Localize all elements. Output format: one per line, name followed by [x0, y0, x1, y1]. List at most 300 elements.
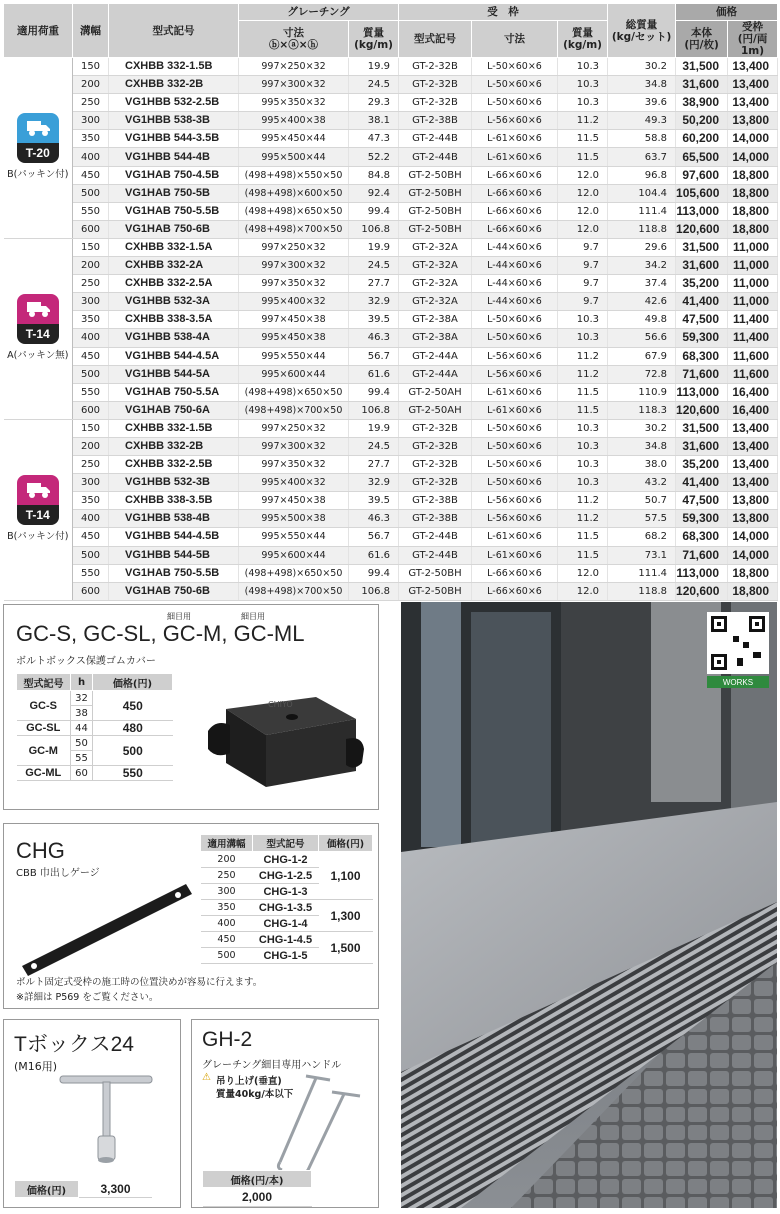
cell-price-body: 71,600 [676, 546, 728, 564]
cell-frame-mass: 10.3 [558, 58, 608, 76]
cell-width: 500 [73, 365, 109, 383]
cell-frame-mass: 10.3 [558, 437, 608, 455]
cell-frame-dim: L-61×60×6 [472, 528, 558, 546]
cell-grating-dim: 997×350×32 [239, 456, 349, 474]
cell-price-frame: 14,000 [728, 546, 778, 564]
table-row [4, 492, 778, 510]
cell-price-frame: 18,800 [728, 184, 778, 202]
cell-price-frame: 14,000 [728, 528, 778, 546]
cell-frame-model: GT-2-50BH [399, 184, 472, 202]
cell-model: CXHBB 332-2B [109, 437, 239, 455]
gc-head-price: 価格(円) [93, 674, 173, 691]
installation-photo [401, 602, 777, 1208]
cell-total-mass: 118.8 [608, 582, 676, 600]
cell-frame-dim: L-50×60×6 [472, 419, 558, 437]
cell-price-frame: 11,400 [728, 329, 778, 347]
cell-width: 250 [73, 275, 109, 293]
cell-model: CXHBB 338-3.5A [109, 311, 239, 329]
cell-total-mass: 34.2 [608, 257, 676, 275]
cell-price-body: 41,400 [676, 474, 728, 492]
cell-price-frame: 18,800 [728, 166, 778, 184]
cell-model: VG1HAB 750-5.5B [109, 202, 239, 220]
cell-grating-mass: 27.7 [349, 456, 399, 474]
gc-h: 38 [71, 706, 93, 721]
cell-model: CXHBB 332-2.5B [109, 456, 239, 474]
tbox-price-label: 価格(円) [15, 1181, 79, 1198]
cell-grating-mass: 106.8 [349, 401, 399, 419]
cell-width: 200 [73, 437, 109, 455]
cell-model: VG1HBB 544-4B [109, 148, 239, 166]
cell-grating-mass: 29.3 [349, 94, 399, 112]
cell-grating-mass: 46.3 [349, 329, 399, 347]
col-load: 適用荷重 [4, 4, 73, 58]
table-row [4, 419, 778, 437]
cell-width: 450 [73, 347, 109, 365]
cell-frame-dim: L-66×60×6 [472, 202, 558, 220]
cell-total-mass: 29.6 [608, 238, 676, 256]
cell-model: CXHBB 332-2B [109, 76, 239, 94]
cell-price-frame: 13,400 [728, 76, 778, 94]
cell-total-mass: 49.8 [608, 311, 676, 329]
cell-model: VG1HBB 532-2.5B [109, 94, 239, 112]
cell-model: CXHBB 332-1.5B [109, 419, 239, 437]
installation-scene [401, 602, 777, 1208]
cell-total-mass: 104.4 [608, 184, 676, 202]
tbox-subtitle: (M16用) [14, 1060, 58, 1073]
cell-price-frame: 11,000 [728, 275, 778, 293]
col-grating-mass: 質量 (kg/m) [349, 21, 399, 58]
col-frame-mass: 質量 (kg/m) [558, 21, 608, 58]
fine-note-2: 細目用 [241, 612, 265, 621]
cell-grating-mass: 56.7 [349, 528, 399, 546]
chg-model: CHG-1-3 [253, 884, 319, 900]
cell-width: 450 [73, 528, 109, 546]
cell-price-frame: 13,400 [728, 474, 778, 492]
table-row [4, 546, 778, 564]
cell-price-frame: 18,800 [728, 564, 778, 582]
cell-frame-mass: 11.2 [558, 347, 608, 365]
cell-frame-dim: L-66×60×6 [472, 220, 558, 238]
load-badge [17, 475, 59, 525]
cell-frame-dim: L-66×60×6 [472, 184, 558, 202]
cell-price-frame: 13,400 [728, 94, 778, 112]
cell-frame-model: GT-2-44A [399, 365, 472, 383]
cell-width: 300 [73, 112, 109, 130]
cell-frame-dim: L-50×60×6 [472, 474, 558, 492]
cell-grating-mass: 38.1 [349, 112, 399, 130]
table-row [4, 275, 778, 293]
gc-head-h: h [71, 674, 93, 691]
cell-grating-dim: 995×600×44 [239, 365, 349, 383]
cell-grating-dim: 995×550×44 [239, 528, 349, 546]
cell-frame-model: GT-2-32B [399, 76, 472, 94]
table-row [4, 112, 778, 130]
chg-width: 300 [201, 884, 253, 900]
cell-grating-mass: 27.7 [349, 275, 399, 293]
cell-model: VG1HAB 750-6B [109, 582, 239, 600]
table-row [4, 220, 778, 238]
cell-model: VG1HAB 750-5.5B [109, 564, 239, 582]
tbox-title: Tボックス24 [14, 1033, 134, 1056]
table-row [4, 582, 778, 600]
cell-model: VG1HBB 538-4B [109, 510, 239, 528]
cell-price-body: 31,600 [676, 257, 728, 275]
cell-width: 450 [73, 166, 109, 184]
price-table [3, 3, 778, 601]
gh2-title: GH-2 [202, 1028, 253, 1051]
cell-frame-model: GT-2-32B [399, 456, 472, 474]
chg-width: 450 [201, 932, 253, 948]
cell-width: 150 [73, 58, 109, 76]
table-row [4, 365, 778, 383]
cell-price-body: 47,500 [676, 492, 728, 510]
cell-model: CXHBB 332-1.5A [109, 238, 239, 256]
cell-total-mass: 39.6 [608, 94, 676, 112]
cell-width: 500 [73, 184, 109, 202]
cell-frame-mass: 10.3 [558, 94, 608, 112]
cell-grating-dim: 995×550×44 [239, 347, 349, 365]
cell-width: 250 [73, 456, 109, 474]
cell-frame-dim: L-66×60×6 [472, 564, 558, 582]
chg-price: 1,300 [319, 900, 373, 932]
load-class-cell [4, 58, 73, 239]
cell-frame-dim: L-50×60×6 [472, 76, 558, 94]
table-row [4, 94, 778, 112]
cell-price-frame: 13,400 [728, 58, 778, 76]
cell-price-body: 41,400 [676, 293, 728, 311]
cell-grating-dim: 997×350×32 [239, 275, 349, 293]
cell-grating-dim: 997×450×38 [239, 492, 349, 510]
cell-total-mass: 110.9 [608, 383, 676, 401]
cell-grating-mass: 99.4 [349, 564, 399, 582]
cell-total-mass: 34.8 [608, 76, 676, 94]
cell-model: VG1HAB 750-5B [109, 184, 239, 202]
cell-total-mass: 118.8 [608, 220, 676, 238]
cell-total-mass: 56.6 [608, 329, 676, 347]
cell-frame-dim: L-61×60×6 [472, 546, 558, 564]
cell-price-frame: 16,400 [728, 401, 778, 419]
cell-total-mass: 58.8 [608, 130, 676, 148]
table-row [4, 58, 778, 76]
col-total-mass: 総質量 (kg/セット) [608, 4, 676, 58]
tbox-price: 3,300 [79, 1181, 153, 1198]
cell-frame-dim: L-56×60×6 [472, 510, 558, 528]
col-frame-dim: 寸法 [472, 21, 558, 58]
cell-grating-mass: 19.9 [349, 238, 399, 256]
cell-grating-mass: 84.8 [349, 166, 399, 184]
cell-price-frame: 18,800 [728, 220, 778, 238]
cell-frame-mass: 11.5 [558, 383, 608, 401]
chg-head-width: 適用溝幅 [201, 835, 253, 852]
cell-frame-model: GT-2-32B [399, 474, 472, 492]
cell-frame-dim: L-66×60×6 [472, 582, 558, 600]
gc-price: 500 [93, 736, 173, 766]
cell-frame-dim: L-50×60×6 [472, 58, 558, 76]
cell-grating-dim: 995×450×38 [239, 329, 349, 347]
cell-frame-dim: L-56×60×6 [472, 365, 558, 383]
cell-total-mass: 42.6 [608, 293, 676, 311]
cell-frame-mass: 9.7 [558, 238, 608, 256]
cell-width: 350 [73, 492, 109, 510]
cell-price-body: 113,000 [676, 383, 728, 401]
cell-grating-mass: 52.2 [349, 148, 399, 166]
cell-width: 400 [73, 329, 109, 347]
gc-model: GC-S [17, 691, 71, 721]
cell-model: CXHBB 332-2.5A [109, 275, 239, 293]
cell-frame-mass: 11.5 [558, 546, 608, 564]
cell-model: VG1HAB 750-4.5B [109, 166, 239, 184]
cell-frame-model: GT-2-44B [399, 528, 472, 546]
chg-model: CHG-1-2.5 [253, 868, 319, 884]
gh2-warn-1: 吊り上げ(垂直) [216, 1076, 282, 1087]
cell-price-frame: 18,800 [728, 202, 778, 220]
cell-model: VG1HBB 544-4.5B [109, 528, 239, 546]
cell-width: 350 [73, 130, 109, 148]
cell-total-mass: 50.7 [608, 492, 676, 510]
cell-frame-model: GT-2-44B [399, 546, 472, 564]
cell-frame-model: GT-2-38B [399, 510, 472, 528]
cell-grating-mass: 24.5 [349, 76, 399, 94]
gh2-warn-2: 質量40kg/本以下 [216, 1089, 294, 1100]
cell-price-body: 47,500 [676, 311, 728, 329]
cell-frame-model: GT-2-44B [399, 130, 472, 148]
cell-grating-mass: 106.8 [349, 220, 399, 238]
cell-total-mass: 43.2 [608, 474, 676, 492]
cell-model: VG1HAB 750-5.5A [109, 383, 239, 401]
cell-frame-mass: 11.5 [558, 401, 608, 419]
table-row [4, 528, 778, 546]
warning-icon: ⚠ [202, 1072, 211, 1083]
cell-price-body: 31,600 [676, 437, 728, 455]
gc-model: GC-M [17, 736, 71, 766]
cell-model: VG1HBB 538-3B [109, 112, 239, 130]
cell-grating-mass: 47.3 [349, 130, 399, 148]
cell-frame-dim: L-50×60×6 [472, 329, 558, 347]
cell-price-body: 59,300 [676, 510, 728, 528]
cell-grating-dim: 997×300×32 [239, 257, 349, 275]
col-width: 溝幅 [73, 4, 109, 58]
cell-width: 150 [73, 419, 109, 437]
cell-frame-model: GT-2-50AH [399, 401, 472, 419]
gc-head-model: 型式記号 [17, 674, 71, 691]
cell-model: VG1HBB 544-5A [109, 365, 239, 383]
cell-price-body: 120,600 [676, 401, 728, 419]
gh2-price-label: 価格(円/本) [203, 1171, 312, 1188]
handle-image [270, 1070, 374, 1174]
cell-price-frame: 13,400 [728, 456, 778, 474]
cell-frame-dim: L-50×60×6 [472, 437, 558, 455]
table-row [4, 329, 778, 347]
cell-model: VG1HBB 544-3.5B [109, 130, 239, 148]
cell-frame-mass: 12.0 [558, 166, 608, 184]
cell-frame-model: GT-2-32B [399, 58, 472, 76]
table-row [4, 184, 778, 202]
cell-width: 550 [73, 202, 109, 220]
cell-grating-mass: 92.4 [349, 184, 399, 202]
cell-frame-model: GT-2-32A [399, 293, 472, 311]
cell-frame-model: GT-2-32B [399, 437, 472, 455]
cell-price-frame: 13,800 [728, 492, 778, 510]
cell-price-body: 120,600 [676, 220, 728, 238]
load-class-cell [4, 419, 73, 600]
cell-total-mass: 96.8 [608, 166, 676, 184]
cell-width: 200 [73, 257, 109, 275]
cell-model: CXHBB 332-1.5B [109, 58, 239, 76]
cell-price-body: 31,500 [676, 419, 728, 437]
cell-total-mass: 57.5 [608, 510, 676, 528]
cell-total-mass: 111.4 [608, 564, 676, 582]
cell-total-mass: 30.2 [608, 58, 676, 76]
cell-frame-mass: 9.7 [558, 257, 608, 275]
gh2-price-table [202, 1170, 312, 1207]
cell-frame-dim: L-61×60×6 [472, 401, 558, 419]
tbox-panel [3, 1019, 181, 1208]
gc-model: GC-SL [17, 721, 71, 736]
cell-frame-mass: 10.3 [558, 311, 608, 329]
cell-grating-dim: 995×600×44 [239, 546, 349, 564]
cell-grating-dim: (498+498)×550×50 [239, 166, 349, 184]
cell-grating-dim: 997×300×32 [239, 76, 349, 94]
cell-price-frame: 14,000 [728, 148, 778, 166]
cell-price-frame: 11,000 [728, 257, 778, 275]
cell-grating-mass: 61.6 [349, 365, 399, 383]
cell-price-body: 50,200 [676, 112, 728, 130]
cell-model: VG1HAB 750-6B [109, 220, 239, 238]
cell-frame-model: GT-2-32B [399, 94, 472, 112]
gc-price: 450 [93, 691, 173, 721]
chg-note-2: ※詳細は P569 をご覧ください。 [16, 992, 159, 1003]
cell-frame-model: GT-2-50AH [399, 383, 472, 401]
cell-grating-dim: 995×450×44 [239, 130, 349, 148]
gc-price: 550 [93, 766, 173, 781]
cell-model: VG1HBB 538-4A [109, 329, 239, 347]
cell-width: 400 [73, 510, 109, 528]
cell-width: 600 [73, 401, 109, 419]
cell-grating-dim: (498+498)×700×50 [239, 401, 349, 419]
load-badge [17, 294, 59, 344]
cell-frame-mass: 9.7 [558, 275, 608, 293]
cell-frame-model: GT-2-44B [399, 148, 472, 166]
chg-model: CHG-1-3.5 [253, 900, 319, 916]
cell-price-frame: 11,000 [728, 238, 778, 256]
cell-frame-mass: 12.0 [558, 202, 608, 220]
cell-frame-dim: L-56×60×6 [472, 347, 558, 365]
load-badge-label: T-20 [17, 143, 59, 163]
cell-frame-dim: L-50×60×6 [472, 456, 558, 474]
cell-total-mass: 73.1 [608, 546, 676, 564]
chg-width: 350 [201, 900, 253, 916]
cell-frame-dim: L-44×60×6 [472, 275, 558, 293]
chg-panel [3, 823, 379, 1009]
cell-grating-dim: 997×250×32 [239, 238, 349, 256]
rubber-cover-image [196, 679, 368, 799]
col-frame: 受 枠 [399, 4, 608, 21]
cell-grating-mass: 32.9 [349, 293, 399, 311]
cell-price-frame: 13,400 [728, 419, 778, 437]
gc-h: 55 [71, 751, 93, 766]
cell-grating-mass: 99.4 [349, 383, 399, 401]
cell-frame-dim: L-66×60×6 [472, 166, 558, 184]
table-row [4, 437, 778, 455]
chg-width: 400 [201, 916, 253, 932]
cell-price-body: 71,600 [676, 365, 728, 383]
gc-price: 480 [93, 721, 173, 736]
packing-caption: B(パッキン付) [7, 168, 69, 180]
table-row [4, 311, 778, 329]
cell-total-mass: 111.4 [608, 202, 676, 220]
cell-frame-mass: 12.0 [558, 184, 608, 202]
cell-price-frame: 13,800 [728, 112, 778, 130]
fine-note-1: 細目用 [167, 612, 191, 621]
cell-price-frame: 16,400 [728, 383, 778, 401]
cell-grating-dim: (498+498)×700×50 [239, 582, 349, 600]
cell-width: 600 [73, 220, 109, 238]
cell-total-mass: 67.9 [608, 347, 676, 365]
cell-price-frame: 11,600 [728, 347, 778, 365]
gc-h: 60 [71, 766, 93, 781]
cell-frame-mass: 11.5 [558, 130, 608, 148]
cell-price-body: 97,600 [676, 166, 728, 184]
cell-grating-dim: 995×350×32 [239, 94, 349, 112]
chg-price: 1,500 [319, 932, 373, 964]
gc-model: GC-ML [17, 766, 71, 781]
cell-frame-dim: L-61×60×6 [472, 148, 558, 166]
cell-frame-dim: L-61×60×6 [472, 383, 558, 401]
cell-grating-mass: 46.3 [349, 510, 399, 528]
gc-subtitle: ボルトボックス保護ゴムカバー [16, 656, 156, 667]
cell-price-body: 60,200 [676, 130, 728, 148]
chg-model: CHG-1-5 [253, 948, 319, 964]
table-row [4, 130, 778, 148]
cell-frame-dim: L-44×60×6 [472, 238, 558, 256]
gh2-panel [191, 1019, 379, 1208]
cell-model: CXHBB 338-3.5B [109, 492, 239, 510]
cell-grating-dim: (498+498)×650×50 [239, 564, 349, 582]
chg-model: CHG-1-2 [253, 852, 319, 868]
cell-price-body: 31,500 [676, 238, 728, 256]
col-grating: グレーチング [239, 4, 399, 21]
cell-model: VG1HBB 532-3B [109, 474, 239, 492]
cell-grating-dim: 995×400×32 [239, 474, 349, 492]
cell-grating-dim: (498+498)×600×50 [239, 184, 349, 202]
cell-frame-model: GT-2-50BH [399, 202, 472, 220]
col-price: 価格 [676, 4, 778, 21]
chg-width: 200 [201, 852, 253, 868]
qr-label: WORKS [722, 678, 754, 687]
cell-grating-mass: 61.6 [349, 546, 399, 564]
truck-icon [17, 475, 59, 505]
cell-frame-model: GT-2-32A [399, 257, 472, 275]
cell-grating-dim: 995×400×32 [239, 293, 349, 311]
cell-grating-mass: 32.9 [349, 474, 399, 492]
cell-frame-mass: 10.3 [558, 329, 608, 347]
gc-table [16, 673, 173, 781]
cell-grating-mass: 19.9 [349, 58, 399, 76]
cell-frame-dim: L-50×60×6 [472, 311, 558, 329]
cell-frame-dim: L-44×60×6 [472, 257, 558, 275]
cell-width: 550 [73, 383, 109, 401]
table-row [4, 257, 778, 275]
cell-price-body: 105,600 [676, 184, 728, 202]
chg-head-model: 型式記号 [253, 835, 319, 852]
cell-model: VG1HBB 544-4.5A [109, 347, 239, 365]
cell-frame-mass: 11.5 [558, 148, 608, 166]
cell-frame-mass: 10.3 [558, 76, 608, 94]
cell-grating-dim: (498+498)×650×50 [239, 383, 349, 401]
cell-frame-dim: L-56×60×6 [472, 112, 558, 130]
cell-price-frame: 13,400 [728, 437, 778, 455]
table-row [4, 347, 778, 365]
